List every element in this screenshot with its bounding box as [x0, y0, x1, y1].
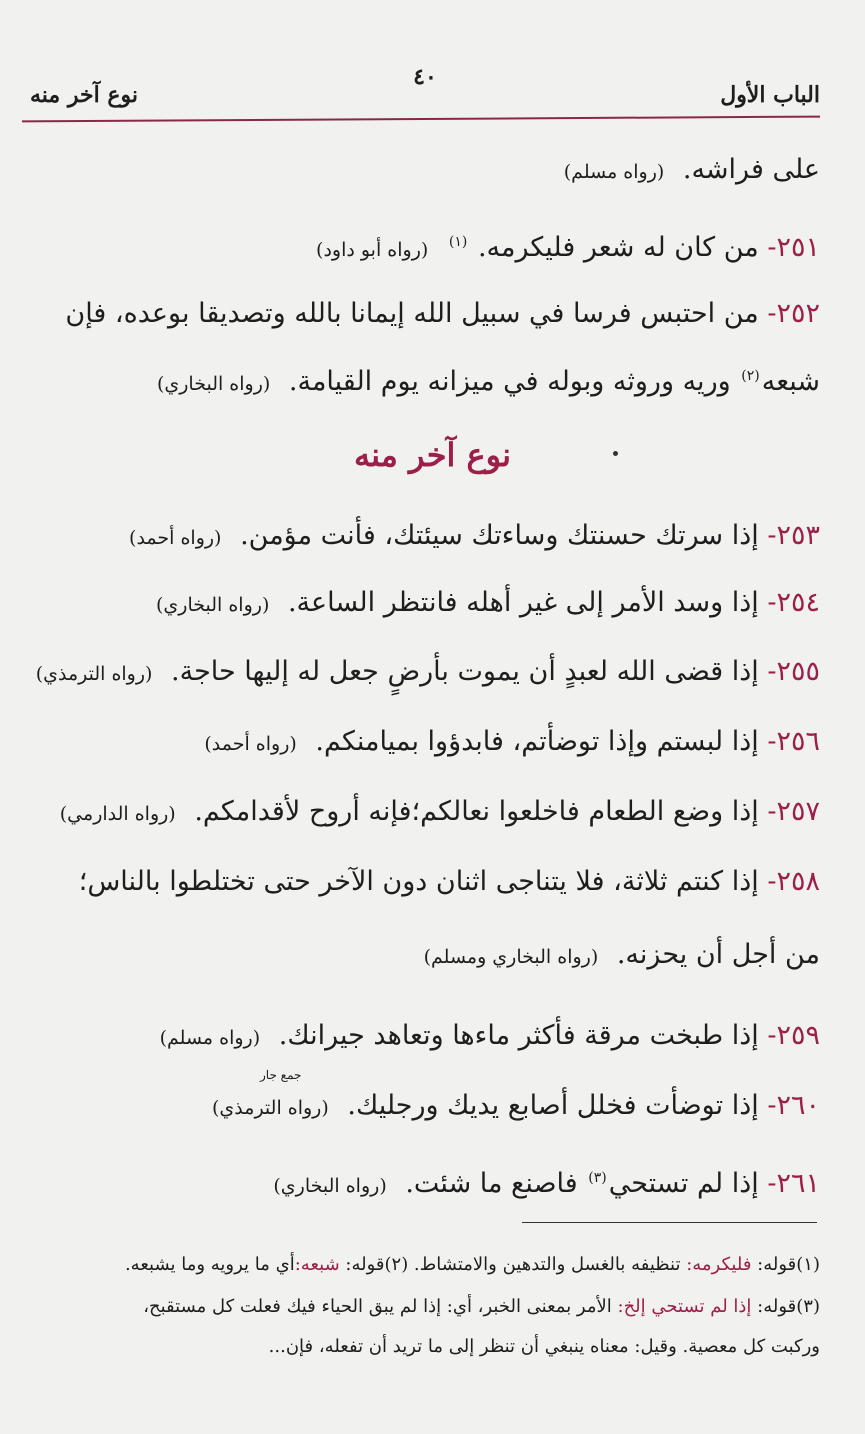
- entry-line: ٢٥٣- إذا سرتك حسنتك وساءتك سيئتك، فأنت مؤمن. (رواه أحمد): [129, 520, 820, 551]
- entry-number: ٢٥٤-: [767, 587, 820, 618]
- footnote-rule: [522, 1222, 817, 1223]
- footnote-ref: (١): [448, 234, 468, 250]
- entry-line: ٢٥١- من كان له شعر فليكرمه. $^{(١)}$ (رواه أبو داود): [316, 232, 820, 263]
- stray-dot: [613, 451, 618, 456]
- entry-line: من أجل أن يحزنه. (رواه البخاري ومسلم): [423, 939, 820, 970]
- chapter-title: الباب الأول: [720, 82, 820, 108]
- footnote-ref: (٢): [741, 368, 760, 384]
- source-citation: (رواه البخاري): [273, 1175, 387, 1197]
- footnote: وركبت كل معصية. وقيل: معناه ينبغي أن تنظر إلى ما تريد أن تفعله، فإن...: [268, 1336, 820, 1357]
- source-citation: (رواه مسلم): [563, 161, 665, 183]
- source-citation: (رواه أبو داود): [316, 239, 429, 261]
- source-citation: (رواه مسلم): [159, 1027, 261, 1049]
- entry-line: ٢٥٢- من احتبس فرسا في سبيل الله إيمانا بالله وتصديقا بوعده، فإن: [65, 298, 820, 329]
- source-citation: (رواه البخاري): [156, 594, 270, 616]
- entry-line: ٢٥٥- إذا قضى الله لعبدٍ أن يموت بأرضٍ جعل له إليها حاجة. (رواه الترمذي): [35, 656, 820, 687]
- source-citation: (رواه أحمد): [204, 733, 297, 755]
- entry-line: شبعه$^{(٢)}$ وريه وروثه وبوله في ميزانه يوم القيامة. (رواه البخاري): [156, 366, 820, 397]
- entry-number: ٢٥١-: [767, 232, 820, 263]
- running-header: [30, 64, 820, 116]
- entry-line: ٢٥٩- إذا طبخت مرقة فأكثر ماءها وتعاهد جيرانك. (رواه مسلم): [159, 1020, 820, 1051]
- entry-number: ٢٥٩-: [767, 1020, 820, 1051]
- source-citation: (رواه الترمذي): [212, 1097, 329, 1119]
- source-citation: (رواه أحمد): [129, 527, 222, 549]
- footnote-term: إذا لم تستحي إلخ:: [617, 1296, 752, 1317]
- entry-line: ٢٥٦- إذا لبستم وإذا توضأتم، فابدؤوا بميامنكم. (رواه أحمد): [204, 726, 820, 757]
- entry-line: ٢٦١- إذا لم تستحي$^{(٣)}$ فاصنع ما شئت. (رواه البخاري): [273, 1168, 820, 1199]
- entry-line: على فراشه. (رواه مسلم): [563, 154, 820, 185]
- footnote-ref: (٣): [588, 1170, 607, 1186]
- header-rule: [22, 116, 820, 123]
- section-name: نوع آخر منه: [30, 82, 139, 108]
- page-number: ٤٠: [413, 64, 437, 90]
- entry-number: ٢٥٥-: [767, 656, 820, 687]
- footnote-term: فليكرمه:: [686, 1254, 752, 1275]
- entry-number: ٢٥٨-: [767, 866, 820, 897]
- entry-number: ٢٦١-: [767, 1168, 820, 1199]
- entry-number: ٢٥٢-: [767, 298, 820, 329]
- footnote: (٣)قوله: إذا لم تستحي إلخ: الأمر بمعنى الخبر، أي: إذا لم يبق الحياء فيك فعلت كل مستقبح،: [143, 1296, 820, 1317]
- entry-number: ٢٥٦-: [767, 726, 820, 757]
- entry-line: ٢٥٤- إذا وسد الأمر إلى غير أهله فانتظر الساعة. (رواه البخاري): [156, 587, 820, 618]
- entry-number: ٢٥٧-: [767, 796, 820, 827]
- source-citation: (رواه البخاري): [156, 373, 271, 395]
- section-heading: نوع آخر منه: [353, 436, 512, 474]
- source-citation: (رواه البخاري ومسلم): [423, 946, 599, 968]
- footnote: (١)قوله: فليكرمه: تنظيفه بالغسل والتدهين والامتشاط. (٢)قوله: شبعه:أي ما يرويه وما يشبعه.: [124, 1254, 820, 1275]
- entry-number: ٢٦٠-: [767, 1090, 820, 1121]
- entry-line: ٢٦٠- إذا توضأت فخلل أصابع يديك ورجليك. (رواه الترمذي): [212, 1090, 820, 1121]
- entry-number: ٢٥٣-: [767, 520, 820, 551]
- source-citation: (رواه الترمذي): [35, 663, 153, 685]
- source-citation: (رواه الدارمي): [59, 803, 176, 825]
- entry-line: ٢٥٧- إذا وضع الطعام فاخلعوا نعالكم؛فإنه أروح لأقدامكم. (رواه الدارمي): [59, 796, 820, 827]
- entry-line: ٢٥٨- إذا كنتم ثلاثة، فلا يتناجى اثنان دون الآخر حتى تختلطوا بالناس؛: [78, 866, 820, 897]
- footnote-term: شبعه:: [294, 1254, 340, 1275]
- gloss-note: جمع جار: [260, 1068, 302, 1082]
